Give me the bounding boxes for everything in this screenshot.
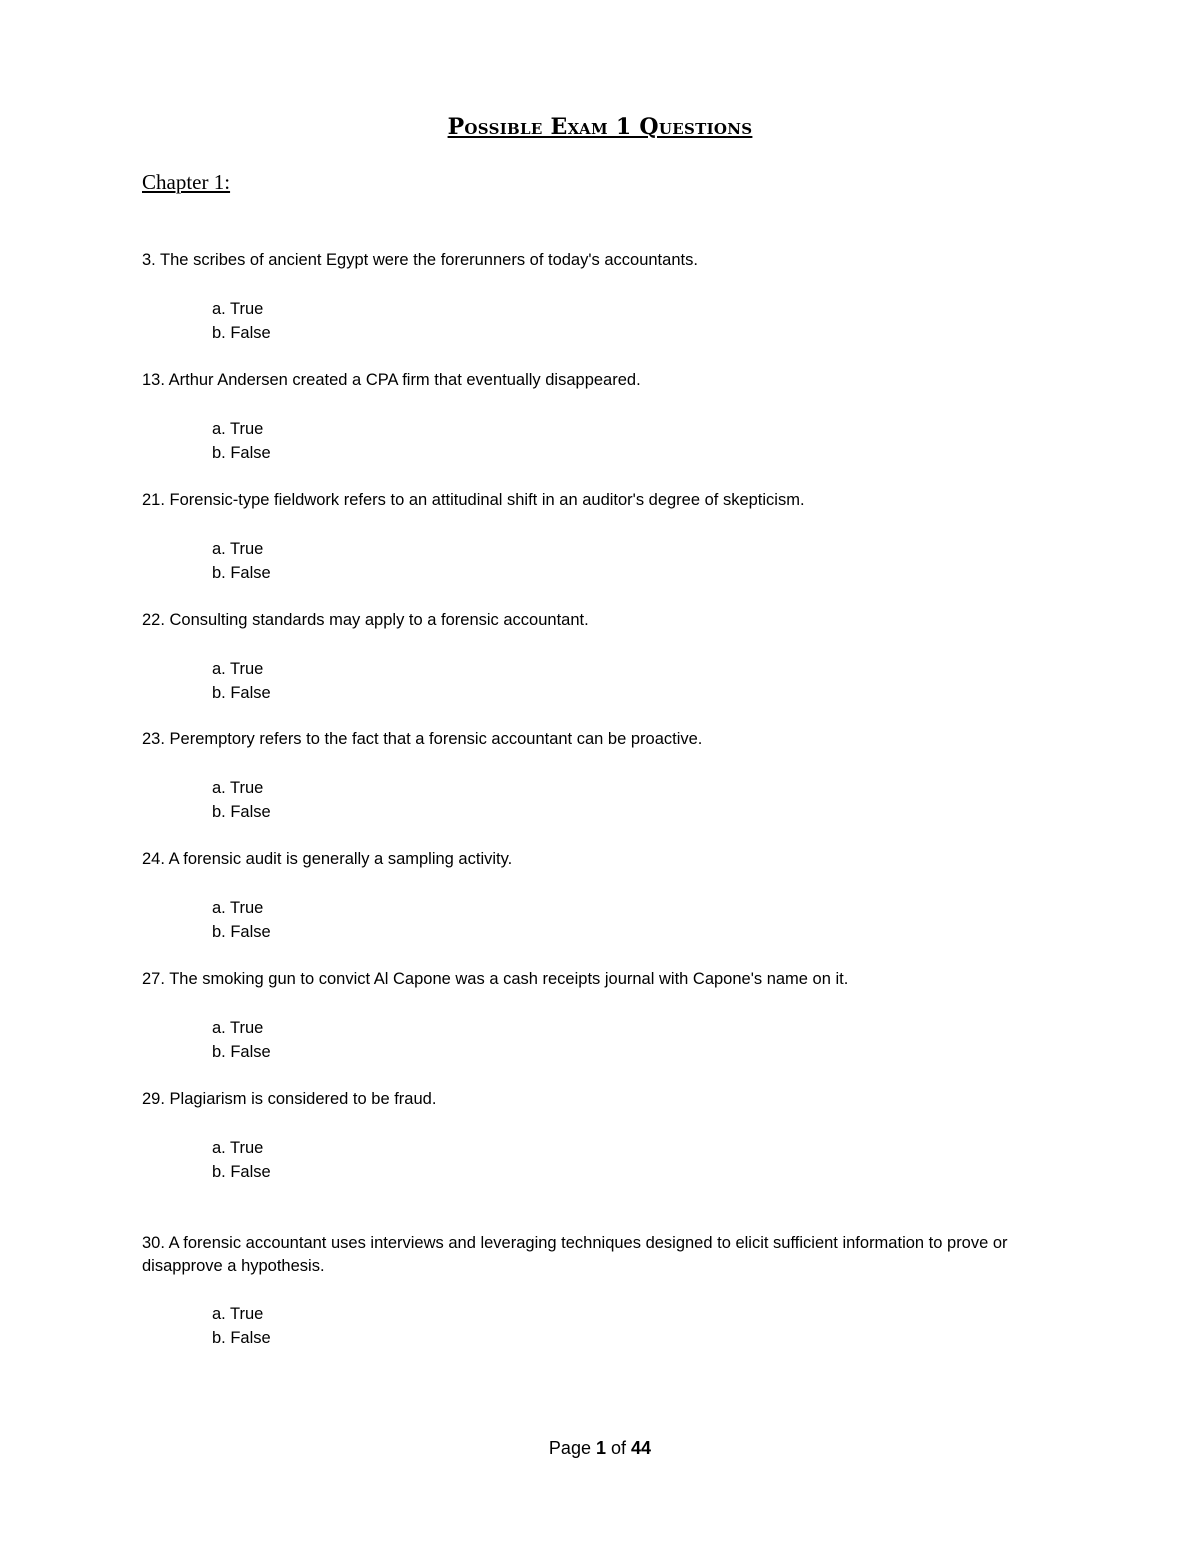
answer-option-b: b. False bbox=[212, 1043, 271, 1061]
answer-option-a: a. True bbox=[212, 1305, 264, 1323]
answer-option-b: b. False bbox=[212, 1163, 271, 1181]
question-text: 24. A forensic audit is generally a sampling activity. bbox=[142, 850, 513, 868]
answer-option-a: a. True bbox=[212, 1139, 264, 1157]
page-number: 1 bbox=[595, 1438, 606, 1458]
page-total: 44 bbox=[631, 1438, 652, 1458]
page-title: Possible Exam 1 Questions bbox=[447, 114, 753, 140]
question-text: 30. A forensic accountant uses interviews and leveraging techniques designed to elicit sufficient information to prove or disapprove a hypothesis. bbox=[142, 1234, 1008, 1275]
page-footer bbox=[0, 1438, 1200, 1459]
question-text: 27. The smoking gun to convict Al Capone was a cash receipts journal with Capone's name on it. bbox=[142, 970, 849, 988]
question-text: 23. Peremptory refers to the fact that a forensic accountant can be proactive. bbox=[142, 730, 703, 748]
answer-option-a: a. True bbox=[212, 899, 264, 917]
answer-option-a: a. True bbox=[212, 540, 264, 558]
of-label: of bbox=[611, 1438, 627, 1458]
question-text: 21. Forensic-type fieldwork refers to an attitudinal shift in an auditor's degree of skepticism. bbox=[142, 491, 805, 509]
question-text: 29. Plagiarism is considered to be fraud. bbox=[142, 1090, 437, 1108]
question-text: 22. Consulting standards may apply to a forensic accountant. bbox=[142, 611, 589, 629]
answer-option-b: b. False bbox=[212, 1329, 271, 1347]
answer-option-a: a. True bbox=[212, 420, 264, 438]
answer-option-a: a. True bbox=[212, 1019, 264, 1037]
answer-option-b: b. False bbox=[212, 803, 271, 821]
answer-option-a: a. True bbox=[212, 779, 264, 797]
page-label: Page bbox=[548, 1438, 591, 1458]
answer-option-b: b. False bbox=[212, 564, 271, 582]
answer-option-b: b. False bbox=[212, 324, 271, 342]
answer-option-a: a. True bbox=[212, 660, 264, 678]
answer-option-b: b. False bbox=[212, 684, 271, 702]
question-text: 13. Arthur Andersen created a CPA firm that eventually disappeared. bbox=[142, 371, 641, 389]
chapter-heading: Chapter 1: bbox=[142, 170, 231, 194]
answer-option-b: b. False bbox=[212, 444, 271, 462]
answer-option-b: b. False bbox=[212, 923, 271, 941]
question-text: 3. The scribes of ancient Egypt were the forerunners of today's accountants. bbox=[142, 251, 698, 269]
answer-option-a: a. True bbox=[212, 300, 264, 318]
